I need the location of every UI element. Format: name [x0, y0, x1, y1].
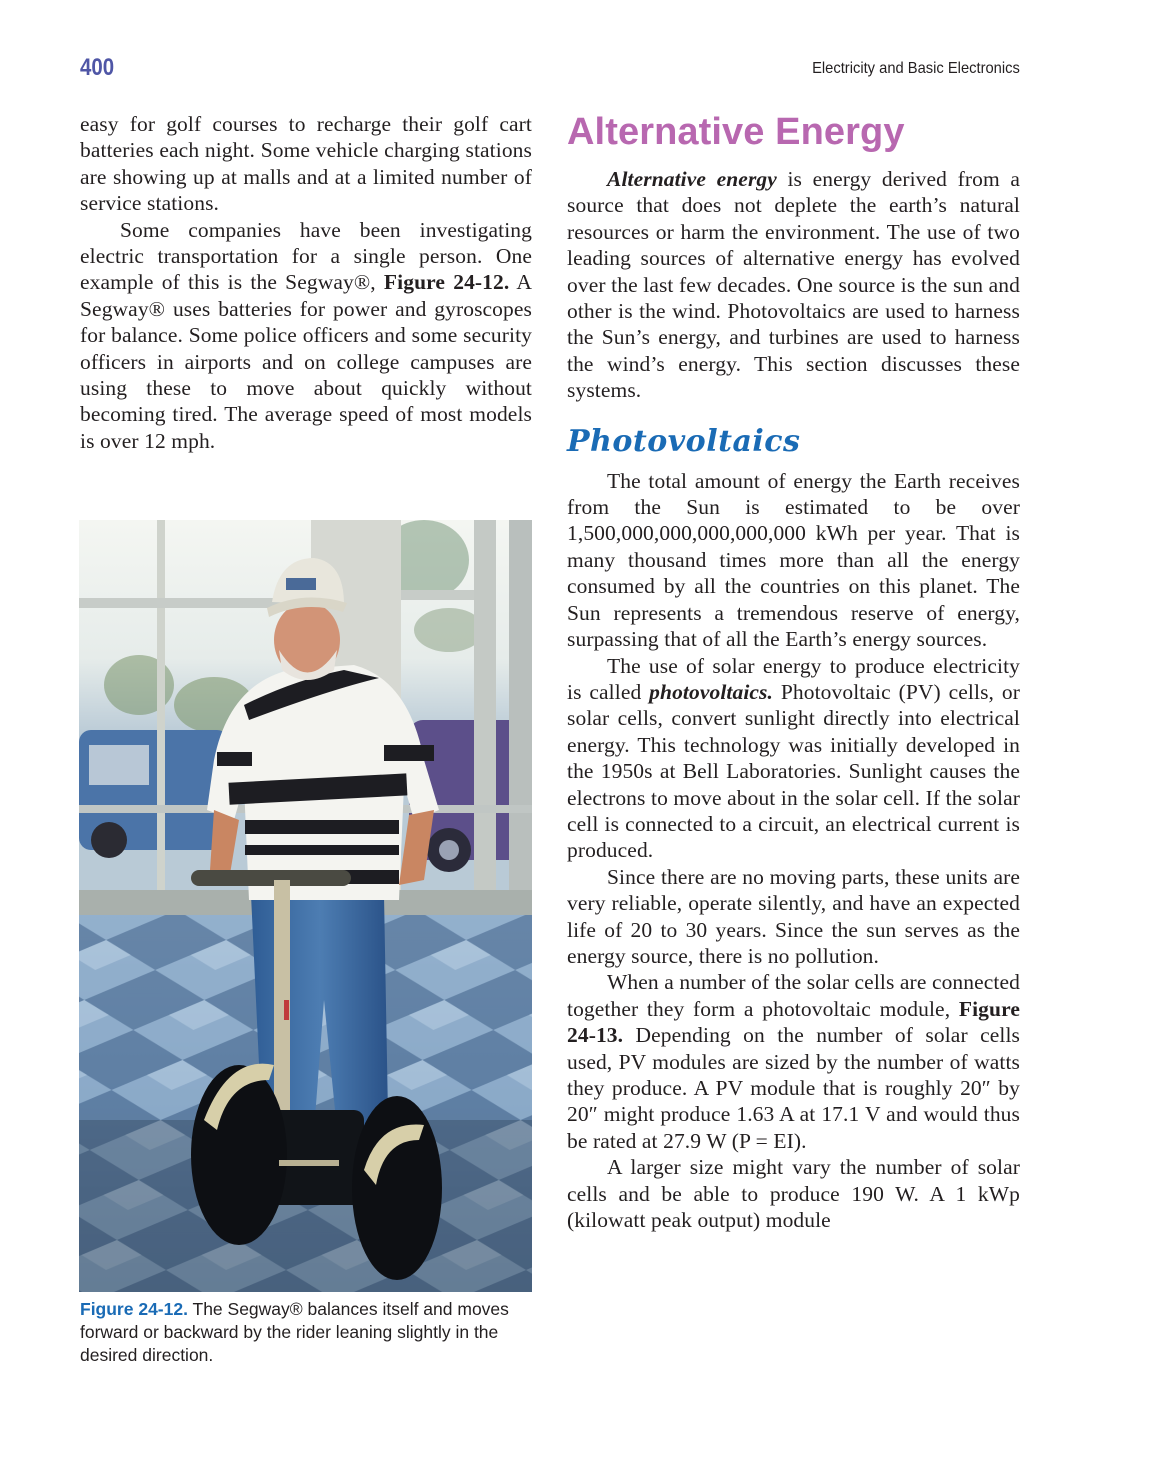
body-paragraph: The use of solar energy to produce electricity is called photovoltaics. Photovoltaic (PV) cells, or solar cells, convert sunlight directly into electrical energy. This technology was initially developed in the 1950s at Bell Laboratories. Sunlight causes the electrons to move about in the solar cell. If the solar cell is connected to a circuit, an electrical current is produced. — [567, 653, 1020, 863]
running-head: Electricity and Basic Electronics — [812, 60, 1020, 77]
body-paragraph: easy for golf courses to recharge their golf cart batteries each night. Some vehicle charging stations are showing up at malls and at a limited number of service stations. — [80, 112, 532, 216]
left-column — [80, 111, 532, 454]
right-column — [567, 110, 1020, 1233]
figure-caption — [80, 1298, 535, 1367]
section-title: Alternative Energy — [567, 111, 905, 153]
caption-text: The Segway® balances itself and moves forward or backward by the rider leaning slightly in the desired direction. — [80, 1299, 509, 1365]
body-paragraph: Alternative energy is energy derived from a source that does not deplete the earth’s natural resources or harm the environment. The use of two leading sources of alternative energy has evolved over the last few decades. One source is the sun and other is the wind. Photovoltaics are used to harness the Sun’s energy, and turbines are used to harness the wind’s energy. This section discusses these systems. — [567, 167, 1020, 403]
defined-term: Alternative energy — [607, 167, 777, 191]
subsection-title: Photovoltaics — [567, 423, 801, 459]
figure-reference: Figure 24-12. — [383, 270, 510, 295]
figure-reference: Figure 24-13. — [567, 996, 1020, 1048]
body-paragraph: A larger size might vary the number of solar cells and be able to produce 190 W. A 1 kWp (kilowatt peak output) module — [567, 1155, 1020, 1233]
body-paragraph: When a number of the solar cells are connected together they form a photovoltaic module, Figure 24-13. Depending on the number of solar cells used, PV modules are sized by the number of watts they produce. A PV module that is roughly 20″ by 20″ might produce 1.63 A at 17.1 V and would thus be rated at 27.9 W (P = EI). — [567, 970, 1020, 1153]
figure-label: Figure 24-12. — [80, 1299, 188, 1319]
body-paragraph: The total amount of energy the Earth receives from the Sun is estimated to be over 1,500,000,000,000,000,000 kWh per year. That is many thousand times more than all the energy consumed by all the countries on this planet. The Sun represents a tremendous reserve of energy, surpassing that of all the Earth’s energy sources. — [567, 468, 1020, 652]
body-paragraph: Some companies have been investigating electric transportation for a single person. One example of this is the Segway®, Figure 24-12. A Segway® uses batteries for power and gyroscopes for balance. Some police officers and some security officers in airports and on college campuses are using these to move about quickly without becoming tired. The average speed of most models is over 12 mph. — [80, 217, 532, 453]
segway-photo — [79, 520, 532, 1292]
body-paragraph: Since there are no moving parts, these units are very reliable, operate silently, and have an expected life of 20 to 30 years. Since the sun serves as the energy source, there is no pollution. — [567, 864, 1020, 968]
defined-term: photovoltaics. — [649, 679, 773, 704]
page-number: 400 — [80, 54, 115, 81]
